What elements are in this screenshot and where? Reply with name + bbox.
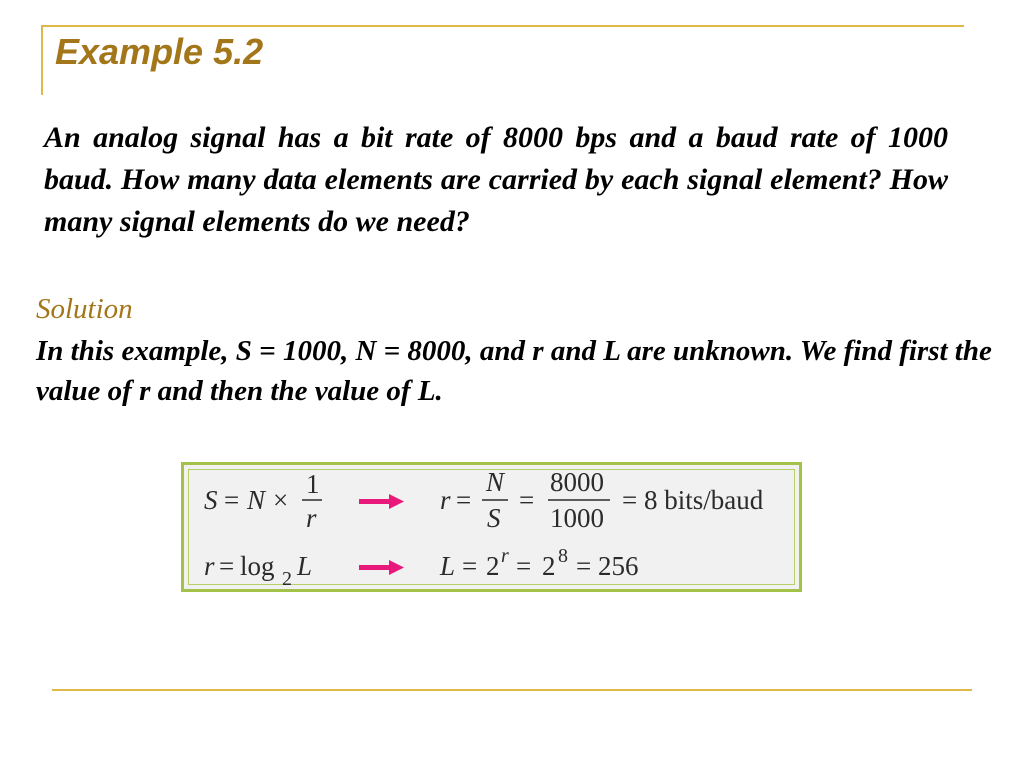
f2-rhs-L: L	[440, 551, 456, 581]
left-rule	[41, 25, 43, 95]
f2-eq-2: =	[462, 551, 478, 581]
f2-exp-8: 8	[558, 545, 568, 567]
f2-eq-3: =	[516, 551, 532, 581]
f1-eq-1: =	[224, 485, 240, 515]
bottom-rule	[52, 689, 972, 691]
f1-frac3-den: 1000	[550, 503, 604, 533]
arrow-right-icon	[359, 494, 404, 509]
f1-frac2-num: N	[486, 467, 505, 497]
solution-text: In this example, S = 1000, N = 8000, and r and L are unknown. We find first the value of r and then the value of L.	[36, 335, 992, 407]
f2-eq-1: =	[219, 551, 235, 581]
f2-log-base: 2	[282, 568, 292, 589]
f1-frac-den: r	[306, 503, 317, 533]
formula-svg	[184, 465, 799, 589]
problem-statement: An analog signal has a bit rate of 8000 bps and a baud rate of 1000 baud. How many data elements are carried by each signal element? How many signal elements do we need?	[44, 121, 948, 238]
f2-lhs-r: r	[204, 551, 215, 581]
solution-heading: Solution	[36, 293, 133, 325]
f2-two-b: 2	[542, 551, 556, 581]
f1-eq-3: =	[519, 485, 535, 515]
top-rule	[42, 25, 964, 27]
formula-box	[181, 462, 802, 592]
f1-lhs-N: N	[247, 485, 266, 515]
f1-frac2-den: S	[487, 503, 501, 533]
f2-two-a: 2	[486, 551, 500, 581]
f2-lhs-L: L	[297, 551, 313, 581]
f1-lhs-S: S	[204, 485, 218, 515]
arrow-right-icon	[359, 560, 404, 575]
f2-result: = 256	[576, 551, 639, 581]
slide-title: Example 5.2	[55, 31, 264, 72]
f2-log: log	[240, 551, 275, 581]
f1-eq-2: =	[456, 485, 472, 515]
f2-exp-r: r	[501, 545, 509, 567]
f1-times: ×	[273, 485, 289, 515]
f1-frac3-num: 8000	[550, 467, 604, 497]
f1-result: = 8 bits/baud	[622, 485, 764, 515]
f1-rhs-r: r	[440, 485, 451, 515]
f1-frac-num: 1	[306, 469, 320, 499]
